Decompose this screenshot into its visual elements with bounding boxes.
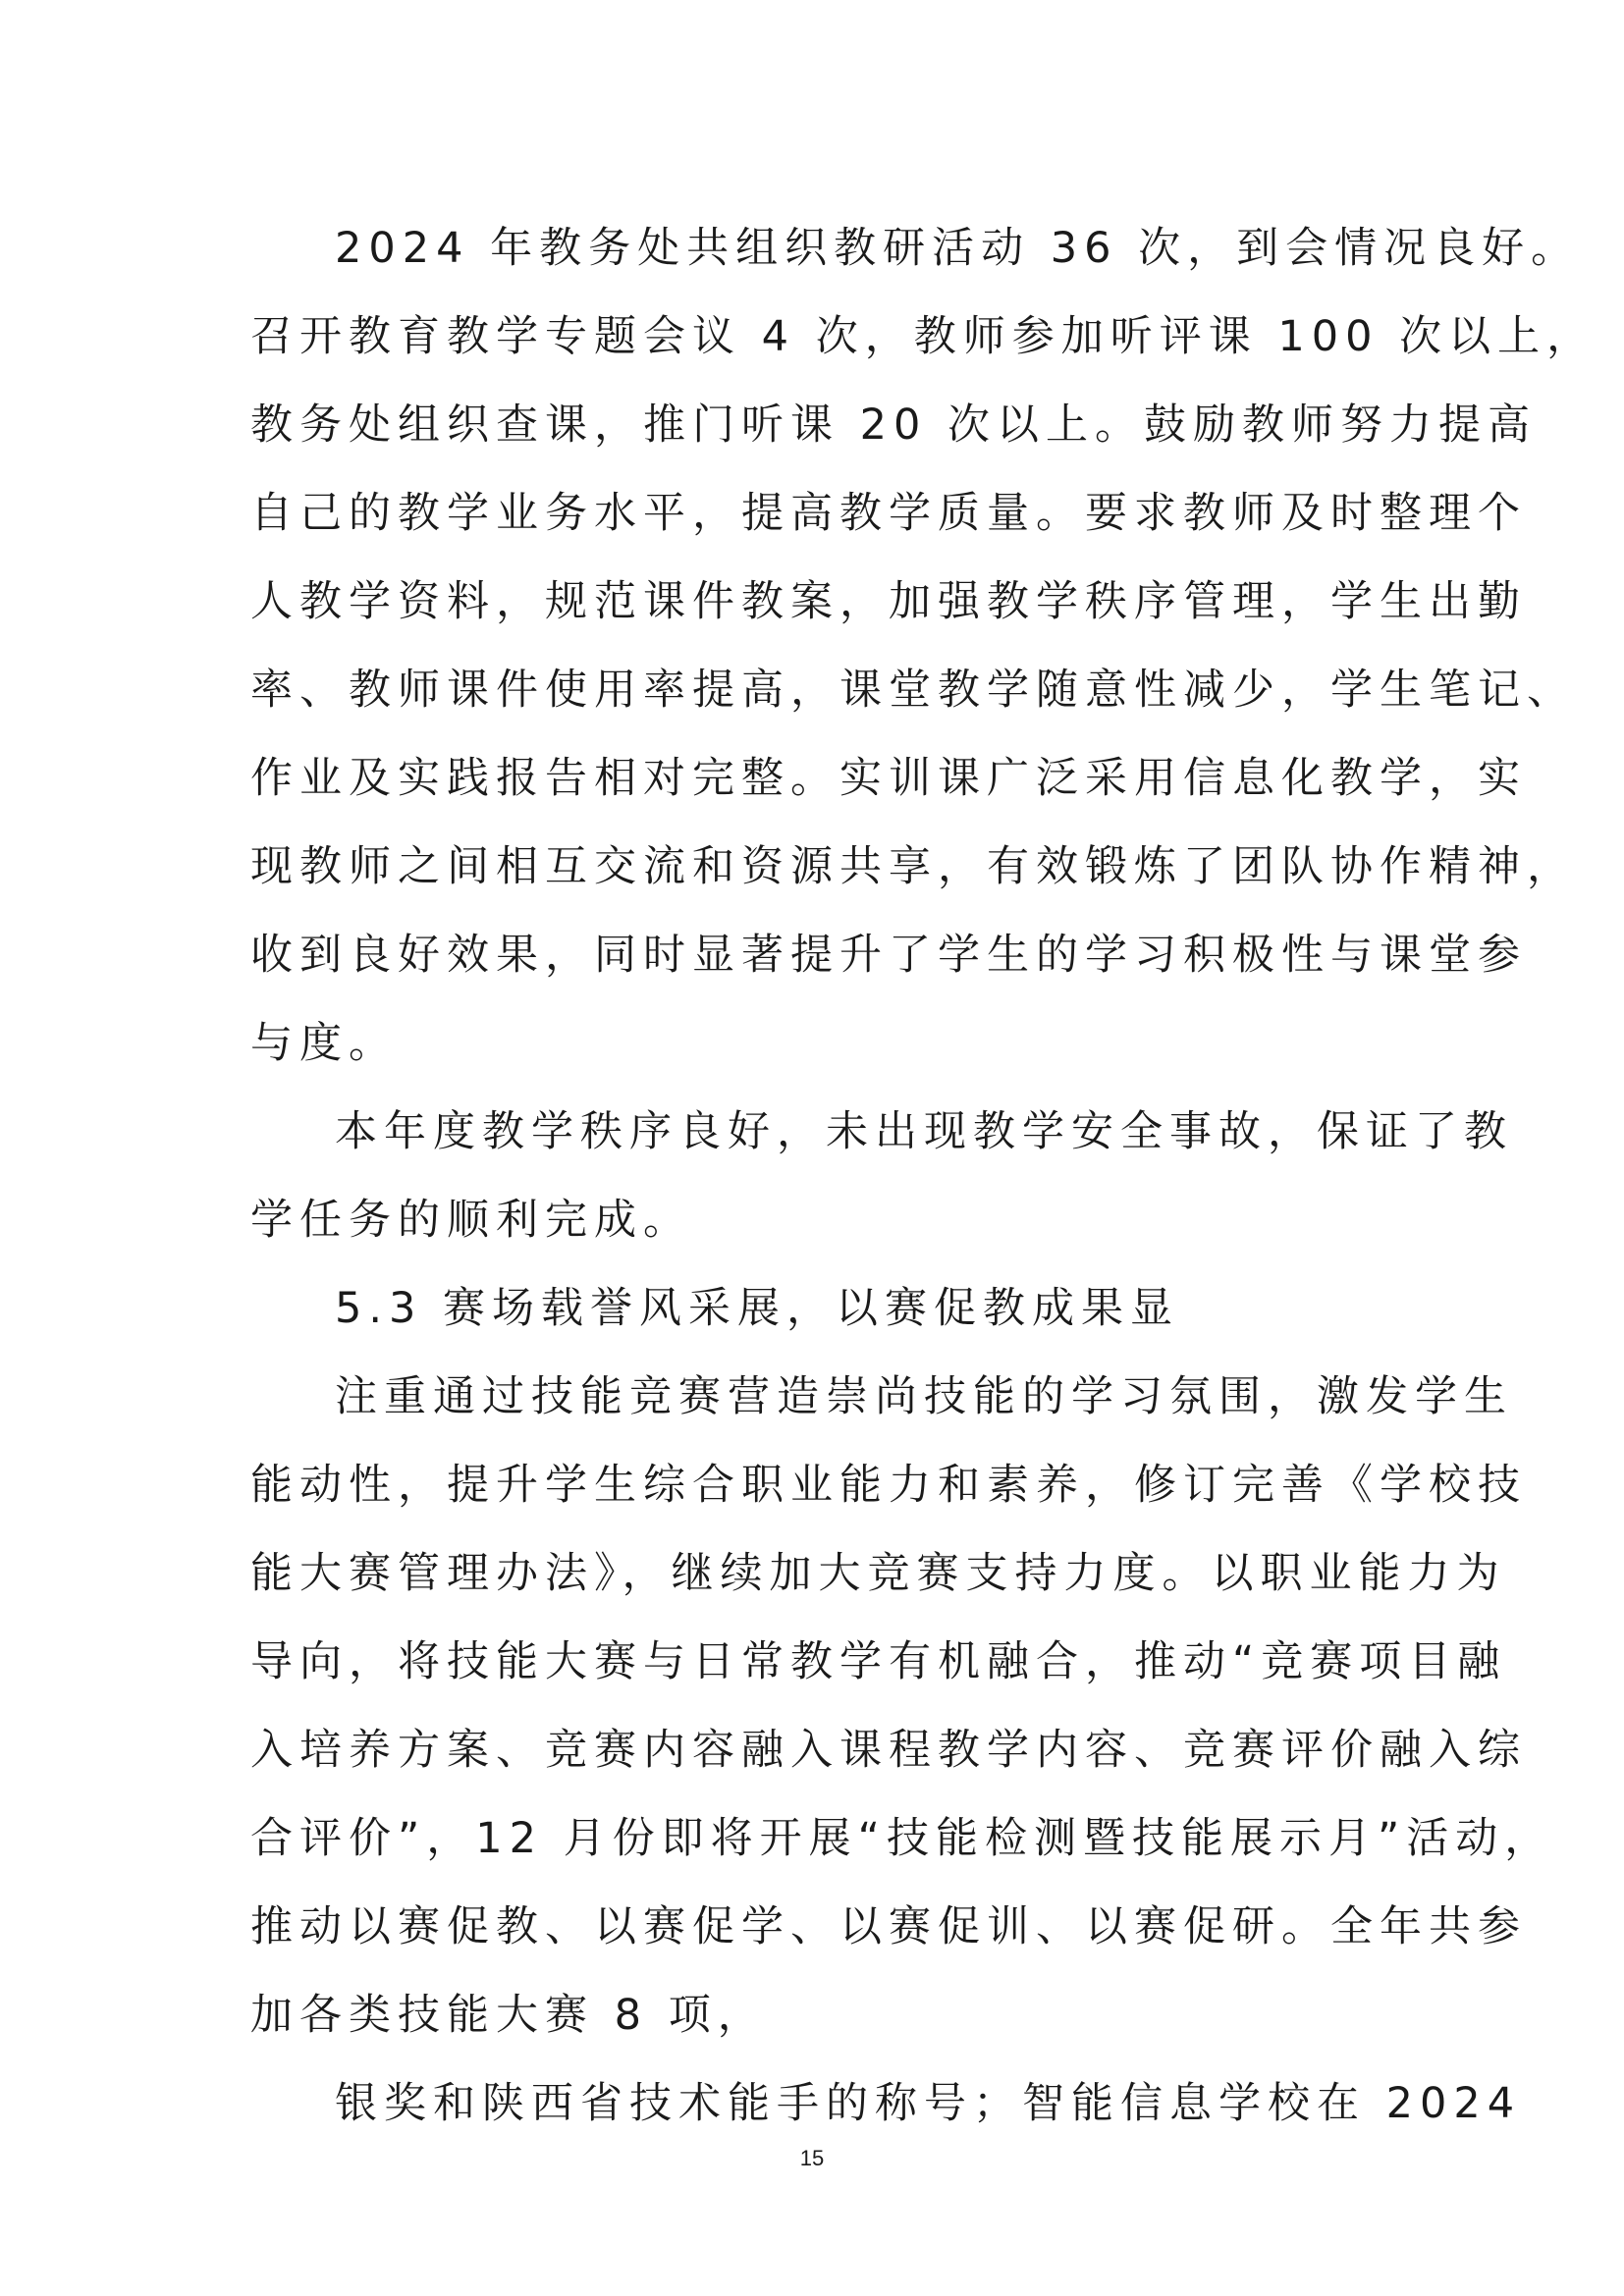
text-line: 率、教师课件使用率提高，课堂教学随意性减少，学生笔记、 <box>250 666 1576 715</box>
text-line: 推动以赛促教、以赛促学、以赛促训、以赛促研。全年共参 <box>250 1902 1527 1951</box>
section-heading: 5.3 赛场载誉风采展，以赛促教成果显 <box>335 1284 1180 1333</box>
page-number: 15 <box>799 2146 825 2170</box>
body-text <box>250 204 1597 2148</box>
text-line: 自己的教学业务水平，提高教学质量。要求教师及时整理个 <box>250 489 1527 538</box>
text-line: 本年度教学秩序良好，未出现教学安全事故，保证了教 <box>335 1107 1513 1156</box>
text-line: 收到良好效果，同时显著提升了学生的学习积极性与课堂参 <box>250 931 1527 980</box>
text-line: 教务处组织查课，推门听课 20 次以上。鼓励教师努力提高 <box>250 400 1538 450</box>
text-line: 合评价”，12 月份即将开展“技能检测暨技能展示月”活动， <box>250 1814 1554 1863</box>
text-line: 作业及实践报告相对完整。实训课广泛采用信息化教学，实 <box>250 754 1527 803</box>
text-line: 2024 年教务处共组织教研活动 36 次，到会情况良好。 <box>335 224 1581 273</box>
text-line: 人教学资料，规范课件教案，加强教学秩序管理，学生出勤 <box>250 577 1527 626</box>
text-line: 能大赛管理办法》，继续加大竞赛支持力度。以职业能力为 <box>250 1549 1506 1598</box>
text-line: 加各类技能大赛 8 项， <box>250 1991 767 2040</box>
text-line: 银奖和陕西省技术能手的称号；智能信息学校在 2024 <box>335 2079 1522 2128</box>
text-line: 与度。 <box>250 1019 398 1068</box>
text-line: 学任务的顺利完成。 <box>250 1196 692 1245</box>
text-line: 现教师之间相互交流和资源共享，有效锻炼了团队协作精神， <box>250 842 1576 891</box>
text-line: 召开教育教学专题会议 4 次，教师参加听评课 100 次以上， <box>250 312 1597 361</box>
text-line: 导向，将技能大赛与日常教学有机融合，推动“竞赛项目融 <box>250 1637 1507 1686</box>
text-line: 入培养方案、竞赛内容融入课程教学内容、竞赛评价融入综 <box>250 1726 1527 1775</box>
text-line: 注重通过技能竞赛营造崇尚技能的学习氛围，激发学生 <box>335 1372 1513 1421</box>
text-line: 能动性，提升学生综合职业能力和素养，修订完善《学校技 <box>250 1461 1527 1510</box>
